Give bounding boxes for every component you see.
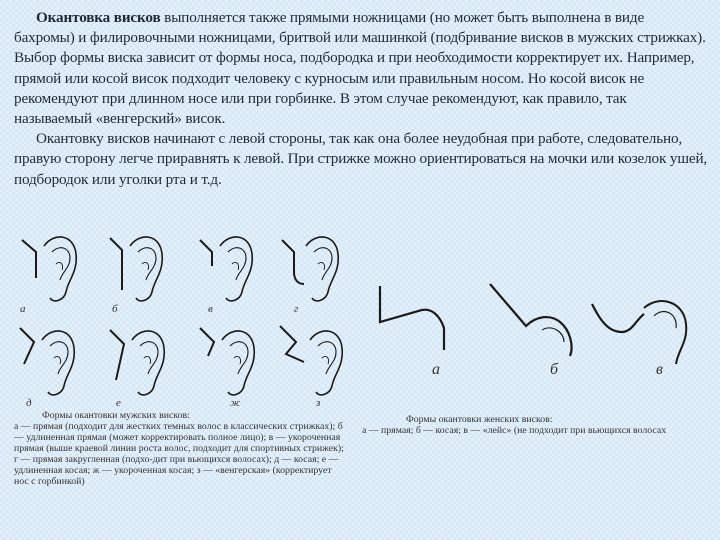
women-temple-b [490, 284, 572, 378]
label-g: г [294, 303, 299, 315]
label-v: в [208, 303, 213, 315]
label-d: д [26, 397, 32, 409]
caption-men-body: а — прямая (подходит для жестких темных волос в классических стрижках); б — удлиненная прямая (может корректировать полное лицо); в — укороченная прямая (выше краевой линии роста волос, подходит для спортивных стрижек); г — прямая закругленная (подхо-дит при вьющихся волосах); д — косая; е — удлиненная косая; ж — укороченная косая; з — «венгерская» (корректирует нос с горбинкой) [14, 421, 344, 487]
temple-e [110, 330, 164, 409]
label-a: а [20, 303, 26, 315]
paragraph-1 [14, 8, 708, 129]
label-zh: ж [230, 397, 241, 409]
label-women-a: а [432, 361, 440, 378]
term-bold: Окантовка висков [36, 9, 161, 26]
temple-z [280, 326, 342, 409]
temple-g [282, 237, 338, 315]
caption-women-title: Формы окантовки женских висков: [406, 414, 553, 425]
main-text [14, 8, 708, 190]
label-women-b: б [550, 361, 559, 378]
paragraph-2: Окантовку висков начинают с левой стороны, так как она более неудобная при работе, следовательно, правую сторону легче приравнять к левой. При стрижке можно ориентироваться на мочки или козелок ушей, подбородок или уголки рта и т.д. [14, 130, 708, 188]
temple-v [200, 237, 252, 315]
label-women-v: в [656, 361, 663, 378]
women-temple-a [380, 286, 444, 378]
caption-men [14, 410, 344, 487]
women-temple-figure [360, 280, 700, 390]
temple-d [20, 328, 74, 409]
temple-b [110, 237, 162, 315]
caption-women [362, 414, 702, 436]
label-b: б [112, 303, 118, 315]
label-e: е [116, 397, 121, 409]
label-z: з [316, 397, 321, 409]
women-temple-v [592, 301, 686, 378]
men-temple-figure [14, 232, 354, 412]
paragraph-1-text: выполняется также прямыми ножницами (но может быть выполнена в виде бахромы) и филировочными ножницами, бритвой или машинкой (подбривание висков в мужских стрижках). Выбор формы виска зависит от формы носа, подбородка и при необходимости корректирует их. Например, прямой или косой висок подходит человеку с курносым или правильным носом. Но косой висок не рекомендуют при длинном носе или при горбинке. В этом случае рекомендуют, как правило, так называемый «венгерский» висок. [14, 9, 706, 128]
temple-a [20, 237, 76, 315]
temple-zh [200, 328, 254, 409]
caption-men-title: Формы окантовки мужских висков: [42, 410, 190, 421]
caption-women-body: а — прямая; б — косая; в — «лейс» (не подходит при вьющихся волосах [362, 425, 667, 436]
